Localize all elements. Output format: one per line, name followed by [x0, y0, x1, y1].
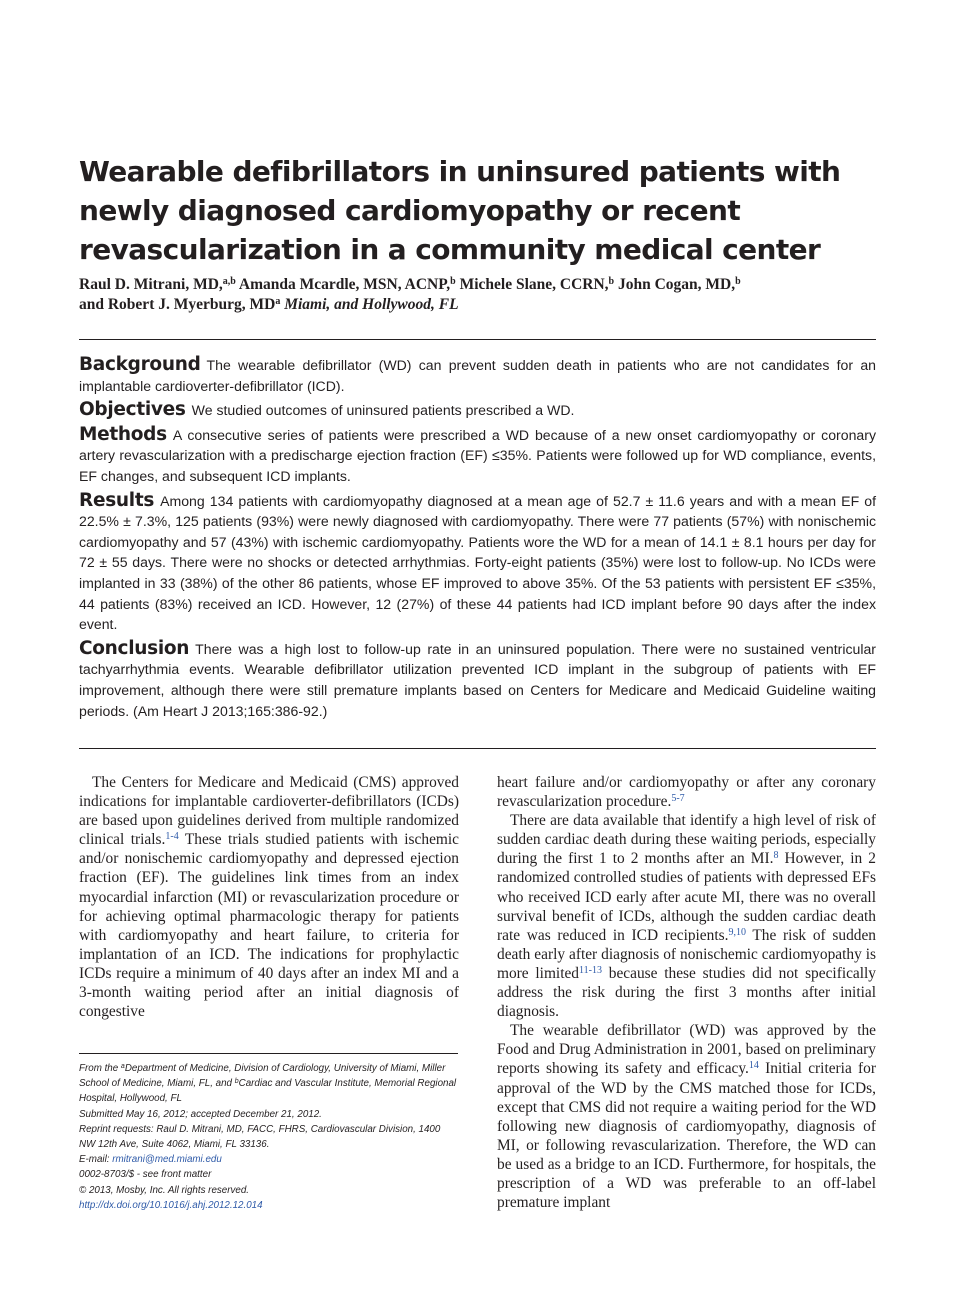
body-paragraph	[497, 811, 876, 1021]
section-heading: Conclusion	[79, 637, 190, 659]
author-name: and Robert J. Myerburg, MD	[79, 296, 276, 313]
email-link[interactable]: rmitrani@med.miami.edu	[112, 1154, 222, 1166]
reprint-requests: Reprint requests: Raul D. Mitrani, MD, FACC, FHRS, Cardiovascular Division, 1400 NW 12th Ave, Suite 4062, Miami, FL 33136.	[79, 1123, 441, 1151]
citation-link[interactable]: 5-7	[671, 793, 685, 805]
citation-link[interactable]: 14	[748, 1060, 759, 1072]
submission-dates: Submitted May 16, 2012; accepted December 21, 2012.	[79, 1108, 322, 1120]
body-text: Initial criteria for approval of the WD by the CMS matched those for ICDs, except that CMS did not require a waiting period for the WD following new diagnosis of cardiomyopathy, diagnosis of MI, or following revascularization. Therefore, the WD can be used as a bridge to an ICD. Furthermore, for hospitals, the prescription of a WD was preferable to an off-label premature implant	[497, 1060, 876, 1212]
section-heading: Background	[79, 354, 201, 375]
abstract-methods	[79, 425, 876, 487]
section-text: There was a high lost to follow-up rate in an uninsured population. There were no sustained ventricular tachyarrhythmia events. Wearable defibrillator utilization prevented ICD implant in the subgroup of patients with EF improvement, although there were still premature implants based on Centers for Medicare and Medicaid Guideline waiting periods. (Am Heart J 2013;165:386-92.)	[79, 640, 876, 719]
header-divider	[79, 339, 876, 340]
section-text: Among 134 patients with cardiomyopathy diagnosed at a mean age of 52.7 ± 11.6 years and with a mean EF of 22.5% ± 7.3%, 125 patients (93%) were newly diagnosed with cardiomyopathy. There were 77 patients (57%) with nonischemic cardiomyopathy and 57 (43%) with ischemic cardiomyopathy. Patients wore the WD for a mean of 14.1 ± 8.1 hours per day for 72 ± 55 days. There were no shocks or detected arrhythmias. Forty-eight patients (35%) were lost to follow-up. No ICDs were implanted in 33 (38%) of the other 86 patients, whose EF improved to above 35%. Of the 53 patients with persistent EF ≤35%, 44 patients (83%) received an ICD. However, 12 (27%) of these 44 patients had ICD implant before 90 days after the index event.	[79, 492, 876, 633]
body-column-right	[497, 773, 876, 1212]
citation-link[interactable]: 9,10	[728, 926, 746, 938]
citation-link[interactable]: 8	[773, 850, 779, 862]
citation-link[interactable]: 11-13	[579, 964, 602, 976]
abstract-results	[79, 491, 876, 635]
abstract-background	[79, 355, 876, 396]
footnote-text: From the	[79, 1063, 121, 1074]
section-text: The wearable defibrillator (WD) can prevent sudden death in patients who are not candidates for an implantable cardioverter-defibrillator (ICD).	[79, 357, 876, 394]
body-text: These trials studied patients with ischemic and/or nonischemic cardiomyopathy and depressed ejection fraction (EF). The guidelines link times from an index myocardial infarction (MI) or revascularization procedure or for achieving optimal pharmacologic therapy for patients with cardiomyopathy and heart failure, to criteria for implantation of an ICD. The indications for prophylactic ICDs require a minimum of 40 days after an index MI and a 3-month waiting period after an initial diagnosis of congestive	[79, 831, 459, 1021]
author-name: Amanda Mcardle, MSN, ACNP,	[238, 276, 451, 293]
author-list	[79, 275, 879, 315]
footnotes	[79, 1061, 459, 1213]
author-location: Miami, and Hollywood, FL	[284, 296, 459, 313]
affiliation-note	[79, 1061, 459, 1107]
issn-line: 0002-8703/$ - see front matter	[79, 1169, 212, 1181]
abstract-objectives	[79, 400, 876, 421]
body-text: The Centers for Medicare and Medicaid (CMS) approved indications for implantable cardioverter-defibrillators (ICDs) are based upon guidelines derived from multiple randomized clinical trials.	[79, 774, 459, 849]
author-affiliation: b	[608, 276, 615, 287]
body-column-left	[79, 773, 459, 1021]
abstract-divider	[79, 748, 876, 749]
footnote-divider	[79, 1053, 458, 1054]
footnote-text: Department of Medicine, Division of Cardiology, University of Miami, Miller School of Medicine, Miami, FL, and	[79, 1063, 446, 1090]
author-affiliation: a,b	[222, 276, 236, 287]
abstract	[79, 355, 876, 725]
section-heading: Methods	[79, 423, 167, 445]
copyright-line: © 2013, Mosby, Inc. All rights reserved.	[79, 1184, 250, 1196]
author-affiliation: b	[735, 276, 741, 287]
author-name: Raul D. Mitrani, MD,	[79, 276, 223, 293]
body-text: However, in 2 randomized controlled studies of patients with depressed EFs who received ICD early after acute MI, there was no overall survival benefit of ICDs, although the sudden cardiac death rate was reduced in ICD recipients.	[497, 850, 876, 944]
doi-link[interactable]: http://dx.doi.org/10.1016/j.ahj.2012.12.014	[79, 1199, 263, 1211]
affiliation-marker: b	[234, 1078, 239, 1086]
author-name: John Cogan, MD,	[617, 276, 736, 293]
author-affiliation: b	[450, 276, 456, 287]
email-label: E-mail:	[79, 1154, 113, 1166]
article-title: Wearable defibrillators in uninsured patients with newly diagnosed cardiomyopathy or recent revascularization in a community medical center	[79, 155, 841, 266]
abstract-conclusion	[79, 639, 876, 721]
section-text: A consecutive series of patients were prescribed a WD because of a new onset cardiomyopathy or coronary artery revascularization with a predischarge ejection fraction (EF) ≤35%. Patients were followed up for WD compliance, events, EF changes, and subsequent ICD implants.	[79, 426, 876, 484]
author-affiliation: a	[275, 296, 281, 307]
section-heading: Results	[79, 489, 155, 511]
affiliation-marker: a	[120, 1063, 125, 1070]
section-heading: Objectives	[79, 399, 186, 421]
body-text: The risk of sudden death early after diagnosis of nonischemic cardiomyopathy is more limited	[497, 926, 876, 982]
footnote-text: Cardiac and Vascular Institute, Memorial Regional Hospital, Hollywood, FL	[79, 1078, 457, 1105]
body-paragraph	[497, 773, 876, 811]
body-paragraph	[79, 773, 459, 1021]
body-text: heart failure and/or cardiomyopathy or after any coronary revascularization procedure.	[497, 774, 876, 811]
body-text: because these studies did not specifically address the risk during the first 3 months after initial diagnosis.	[497, 964, 877, 1021]
section-text: We studied outcomes of uninsured patients prescribed a WD.	[191, 402, 575, 419]
body-text: The wearable defibrillator (WD) was approved by the Food and Drug Administration in 2001, based on preliminary reports showing its safety and efficacy.	[497, 1022, 876, 1078]
body-paragraph	[497, 1021, 876, 1212]
body-text: There are data available that identify a high level of risk of sudden cardiac death during these waiting periods, especially during the first 1 to 2 months after an MI.	[497, 812, 876, 868]
author-name: Michele Slane, CCRN,	[459, 276, 609, 293]
email-line	[79, 1152, 459, 1167]
citation-link[interactable]: 1-4	[165, 831, 179, 843]
